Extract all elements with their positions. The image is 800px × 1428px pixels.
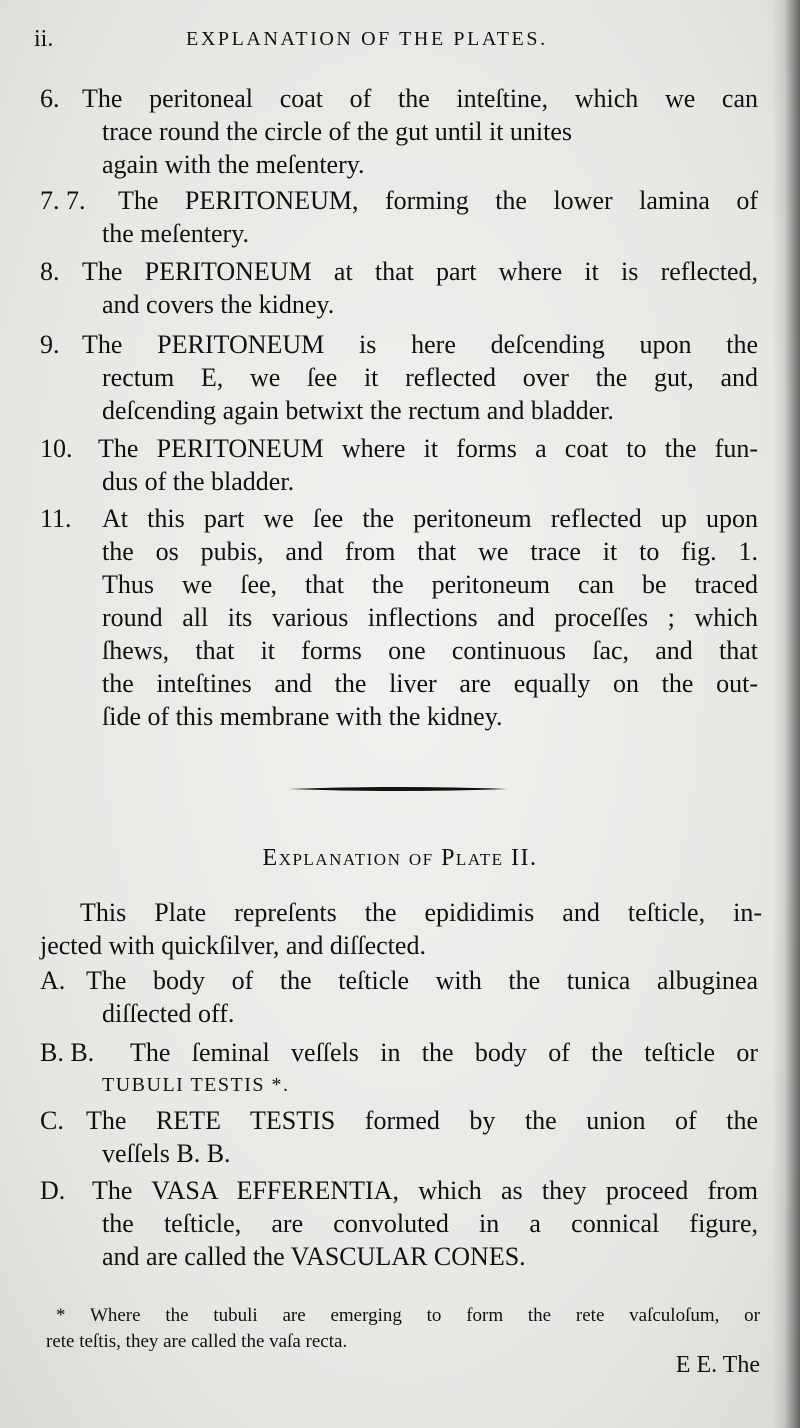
entry-line: again with the meſentery. [102,150,365,179]
entry-line: The PERITONEUM at that part where it is reflected, [82,257,758,286]
entry-number: C. [40,1106,64,1135]
entry-line: At this part we ſee the peritoneum reflected up upon [102,504,758,533]
entry-line: The PERITONEUM where it forms a coat to the fun- [98,434,758,463]
entry-line: The PERITONEUM is here deſcending upon the [82,330,758,359]
entry-a [40,964,758,1030]
entry-line: rectum E, we ſee it reflected over the gut, and [102,363,758,392]
entry-line: deſcending again betwixt the rectum and bladder. [102,396,614,425]
entry-number: 9. [40,330,60,359]
entry-6 [40,82,758,181]
entry-line: diſſected off. [102,999,235,1028]
entry-line: the meſentery. [102,219,250,248]
entry-number: D. [40,1176,66,1205]
ornamental-rule [288,786,508,792]
entry-d [40,1174,758,1273]
footnote-line: rete teſtis, they are called the vaſa recta. [46,1331,348,1352]
entry-number: 11. [40,504,72,533]
intro-line: This Plate repreſents the epididimis and teſticle, in- [80,898,762,927]
entry-number: 6. [40,84,60,113]
entry-line: the os pubis, and from that we trace it to fig. 1. [102,537,758,566]
section-title: Explanation of Plate II. [262,845,538,871]
entry-line: ſhews, that it forms one continuous ſac, and that [102,636,758,665]
entry-line: veſſels B. B. [102,1139,231,1168]
entry-10 [40,432,758,498]
entry-c [40,1104,758,1170]
entry-8 [40,255,758,321]
entry-line: the teſticle, are convoluted in a connical figure, [102,1209,758,1238]
entry-number: A. [40,966,66,995]
entry-line: and are called the VASCULAR CONES. [102,1242,526,1271]
intro-paragraph [40,896,762,962]
entry-line: TUBULI TESTIS *. [102,1074,290,1096]
entry-line: ſide of this membrane with the kidney. [102,702,503,731]
entry-number: 10. [40,434,73,463]
page-header [34,26,760,58]
entry-b-b [40,1036,758,1102]
entry-line: The peritoneal coat of the inteſtine, which we can [82,84,758,113]
entry-line: and covers the kidney. [102,290,335,319]
entry-line: The PERITONEUM, forming the lower lamina of [118,186,758,215]
folio-number: ii. [34,26,54,52]
catchword: E E. The [675,1352,760,1378]
entry-number: 7. 7. [40,186,86,215]
entry-number: 8. [40,257,60,286]
entry-line: dus of the bladder. [102,467,295,496]
entry-7-7 [40,184,758,250]
footnote [46,1303,760,1355]
entry-line: trace round the circle of the gut until it unites [102,117,573,146]
intro-line: jected with quickſilver, and diſſected. [40,931,426,960]
entry-number: B. B. [40,1038,95,1067]
entry-line: Thus we ſee, that the peritoneum can be traced [102,570,758,599]
entry-line: The ſeminal veſſels in the body of the teſticle or [130,1038,758,1067]
entry-9 [40,328,758,427]
entry-line: The body of the teſticle with the tunica albuginea [86,966,758,995]
footnote-line: * Where the tubuli are emerging to form the rete vaſculoſum, or [56,1305,760,1326]
entry-line: round all its various inflections and proceſſes ; which [102,603,758,632]
entry-line: The VASA EFFERENTIA, which as they proceed from [92,1176,758,1205]
entry-line: The RETE TESTIS formed by the union of the [86,1106,758,1135]
entry-11 [40,502,758,733]
page-edge-shadow [772,0,800,1428]
entry-line: the inteſtines and the liver are equally on the out- [102,669,758,698]
running-title: EXPLANATION OF THE PLATES. [186,28,548,50]
